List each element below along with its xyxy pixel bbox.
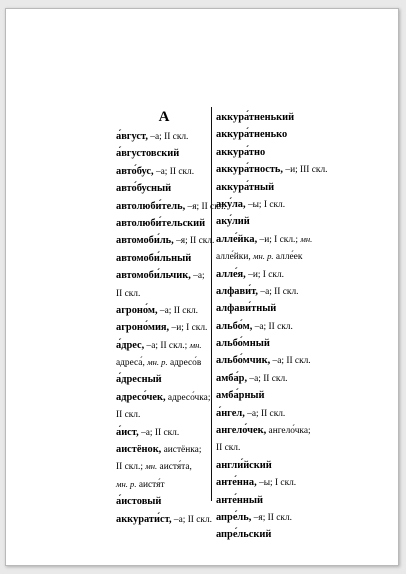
headword: авто́бусный <box>116 183 172 195</box>
headword: аккурати́ст, <box>116 513 172 525</box>
headword: а́вгустовский <box>116 148 180 160</box>
dictionary-entry-line <box>116 145 208 162</box>
dictionary-entry-line <box>216 231 326 248</box>
headword: автомоби́ль, <box>116 235 174 247</box>
dictionary-entry-line <box>116 302 208 319</box>
dictionary-entry-line <box>116 511 213 528</box>
dictionary-page <box>5 8 399 566</box>
headword: а́дресный <box>116 374 162 386</box>
dictionary-entry-line <box>116 198 226 215</box>
dictionary-entry-line <box>216 387 326 404</box>
dictionary-entry-line <box>116 406 208 423</box>
headword: алфави́т, <box>216 285 259 297</box>
dictionary-entry-line <box>216 300 326 317</box>
dictionary-entry-line <box>216 422 326 439</box>
headword: адресо́чек, <box>116 391 166 403</box>
grammar-note: –а; II скл. <box>270 356 311 367</box>
headword: аккура́тненько <box>216 129 288 141</box>
headword: алле́я, <box>216 268 246 280</box>
grammar-note: –а; II скл. <box>247 373 288 384</box>
plural-abbrev: мн. р. <box>116 478 137 489</box>
headword: аккура́тный <box>216 181 275 193</box>
dictionary-entry-line <box>216 196 326 213</box>
grammar-note: –я; II скл. <box>251 512 292 523</box>
headword: автолюби́тельский <box>116 217 206 229</box>
dictionary-entry-line <box>216 161 326 178</box>
dictionary-entry-line <box>216 283 326 300</box>
dictionary-entry-line <box>116 267 208 284</box>
plural-abbrev: мн. р. <box>147 357 168 368</box>
plural-abbrev: мн. <box>145 461 158 472</box>
dictionary-entry-line <box>216 126 326 143</box>
dictionary-entry-line <box>116 354 208 371</box>
dictionary-entry-line <box>116 458 208 475</box>
dictionary-entry-line <box>216 335 326 352</box>
headword: агроно́м, <box>116 304 158 316</box>
dictionary-entry-line <box>216 266 326 283</box>
grammar-note: II скл. <box>116 410 141 421</box>
dictionary-entry-line <box>116 215 208 232</box>
grammar-note: –а; II скл. <box>153 166 195 177</box>
grammar-note: –ы; I скл. <box>256 478 297 489</box>
headword: амба́р, <box>216 372 248 384</box>
headword: алле́йка, <box>216 233 258 245</box>
headword: алфави́тный <box>216 303 277 315</box>
headword: а́дрес, <box>116 339 145 351</box>
grammar-note: –и; I скл. <box>169 323 208 334</box>
plural-form: аистя́та, <box>157 462 192 473</box>
dictionary-entry-line <box>116 441 208 458</box>
grammar-note: –и; I скл. <box>245 269 284 280</box>
dictionary-entry-line <box>216 213 326 230</box>
headword: аккура́тность, <box>216 164 284 176</box>
headword: автомоби́льчик, <box>116 270 191 282</box>
grammar-note: II скл.; <box>116 462 146 473</box>
dictionary-entry-line <box>116 389 211 406</box>
headword: а́вгуст, <box>116 131 148 142</box>
dictionary-entry-line <box>216 352 326 369</box>
dictionary-entry-line <box>116 493 208 510</box>
headword: анте́нна, <box>216 477 257 489</box>
headword: апре́льский <box>216 529 272 541</box>
grammar-note: адресо́чка; <box>165 392 211 403</box>
grammar-note: –я; II скл. <box>185 201 226 212</box>
grammar-note: –и; I скл.; <box>257 234 301 245</box>
headword: аку́лий <box>216 216 250 228</box>
dictionary-entry-line <box>116 285 208 302</box>
grammar-note: –я; II скл. <box>173 236 215 247</box>
plural-abbrev: мн. <box>189 339 202 350</box>
dictionary-entry-line <box>216 509 326 526</box>
headword: аккура́тненький <box>216 112 295 123</box>
dictionary-entry-line <box>116 337 208 354</box>
dictionary-entry-line <box>116 232 215 249</box>
grammar-note: II скл. <box>216 443 241 454</box>
plural-form: алле́ек <box>273 252 303 263</box>
dictionary-entry-line <box>216 457 326 474</box>
headword: аккура́тно <box>216 146 266 158</box>
column-divider <box>211 107 212 501</box>
headword: а́нгел, <box>216 407 245 419</box>
dictionary-entry-line <box>116 250 208 267</box>
grammar-note: –а; II скл. <box>244 408 286 419</box>
grammar-note: –а; <box>190 271 205 282</box>
dictionary-entry-line <box>216 144 326 161</box>
grammar-note: адреса́, <box>116 358 148 369</box>
grammar-note: –ы; I скл. <box>245 199 286 210</box>
headword: агроно́мия, <box>116 322 170 334</box>
headword: аку́ла, <box>216 198 246 210</box>
plural-form: адресо́в <box>167 358 202 369</box>
grammar-note: –и; III скл. <box>283 165 328 176</box>
plural-abbrev: мн. р. <box>253 251 274 262</box>
dictionary-entry-line <box>116 128 208 145</box>
grammar-note: –а; II скл. <box>171 514 213 525</box>
headword: альбо́м, <box>216 320 253 332</box>
headword: авто́бус, <box>116 165 154 177</box>
headword: автолюби́тель, <box>116 200 186 212</box>
left-column <box>116 109 226 528</box>
dictionary-entry-line <box>216 405 326 422</box>
headword: ангело́чек, <box>216 425 267 437</box>
plural-abbrev: мн. <box>300 233 313 244</box>
dictionary-entry-line <box>116 424 208 441</box>
dictionary-entry-line <box>216 474 326 491</box>
dictionary-entry-line <box>216 526 326 543</box>
dictionary-entry-line <box>116 163 208 180</box>
dictionary-entry-line <box>116 371 208 388</box>
right-column <box>216 109 326 544</box>
dictionary-entry-line <box>216 318 326 335</box>
grammar-note: ангело́чка; <box>266 426 311 437</box>
dictionary-entry-line <box>216 109 326 126</box>
headword: апре́ль, <box>216 511 252 523</box>
headword: амба́рный <box>216 390 265 402</box>
grammar-note: II скл. <box>116 288 141 299</box>
headword: альбо́мный <box>216 338 270 350</box>
dictionary-entry-line <box>216 248 326 265</box>
dictionary-entry-line <box>116 180 208 197</box>
headword: а́ист, <box>116 426 139 438</box>
headword: автомоби́льный <box>116 252 192 264</box>
grammar-note: аистёнка; <box>161 445 202 456</box>
headword: альбо́мчик, <box>216 355 271 367</box>
plural-form: аистя́т <box>136 479 165 490</box>
headword: а́истовый <box>116 496 162 508</box>
dictionary-entry-line <box>116 319 208 336</box>
grammar-note: алле́йки, <box>216 252 254 263</box>
dictionary-entry-line <box>216 439 326 456</box>
grammar-note: –а; II скл. <box>252 321 293 332</box>
dictionary-entry-line <box>216 179 326 196</box>
section-letter: А <box>158 109 170 125</box>
dictionary-entry-line <box>216 492 326 509</box>
dictionary-entry-line <box>116 476 208 493</box>
dictionary-entry-line <box>216 370 326 387</box>
headword: англи́йский <box>216 459 272 471</box>
headword: анте́нный <box>216 494 263 506</box>
headword: аистёнок, <box>116 444 162 456</box>
grammar-note: –а; II скл.; <box>144 340 190 351</box>
grammar-note: –а; II скл. <box>258 286 299 297</box>
grammar-note: –а; II скл. <box>157 305 199 316</box>
grammar-note: –а; II скл. <box>147 132 189 142</box>
grammar-note: –а; II скл. <box>138 427 180 438</box>
